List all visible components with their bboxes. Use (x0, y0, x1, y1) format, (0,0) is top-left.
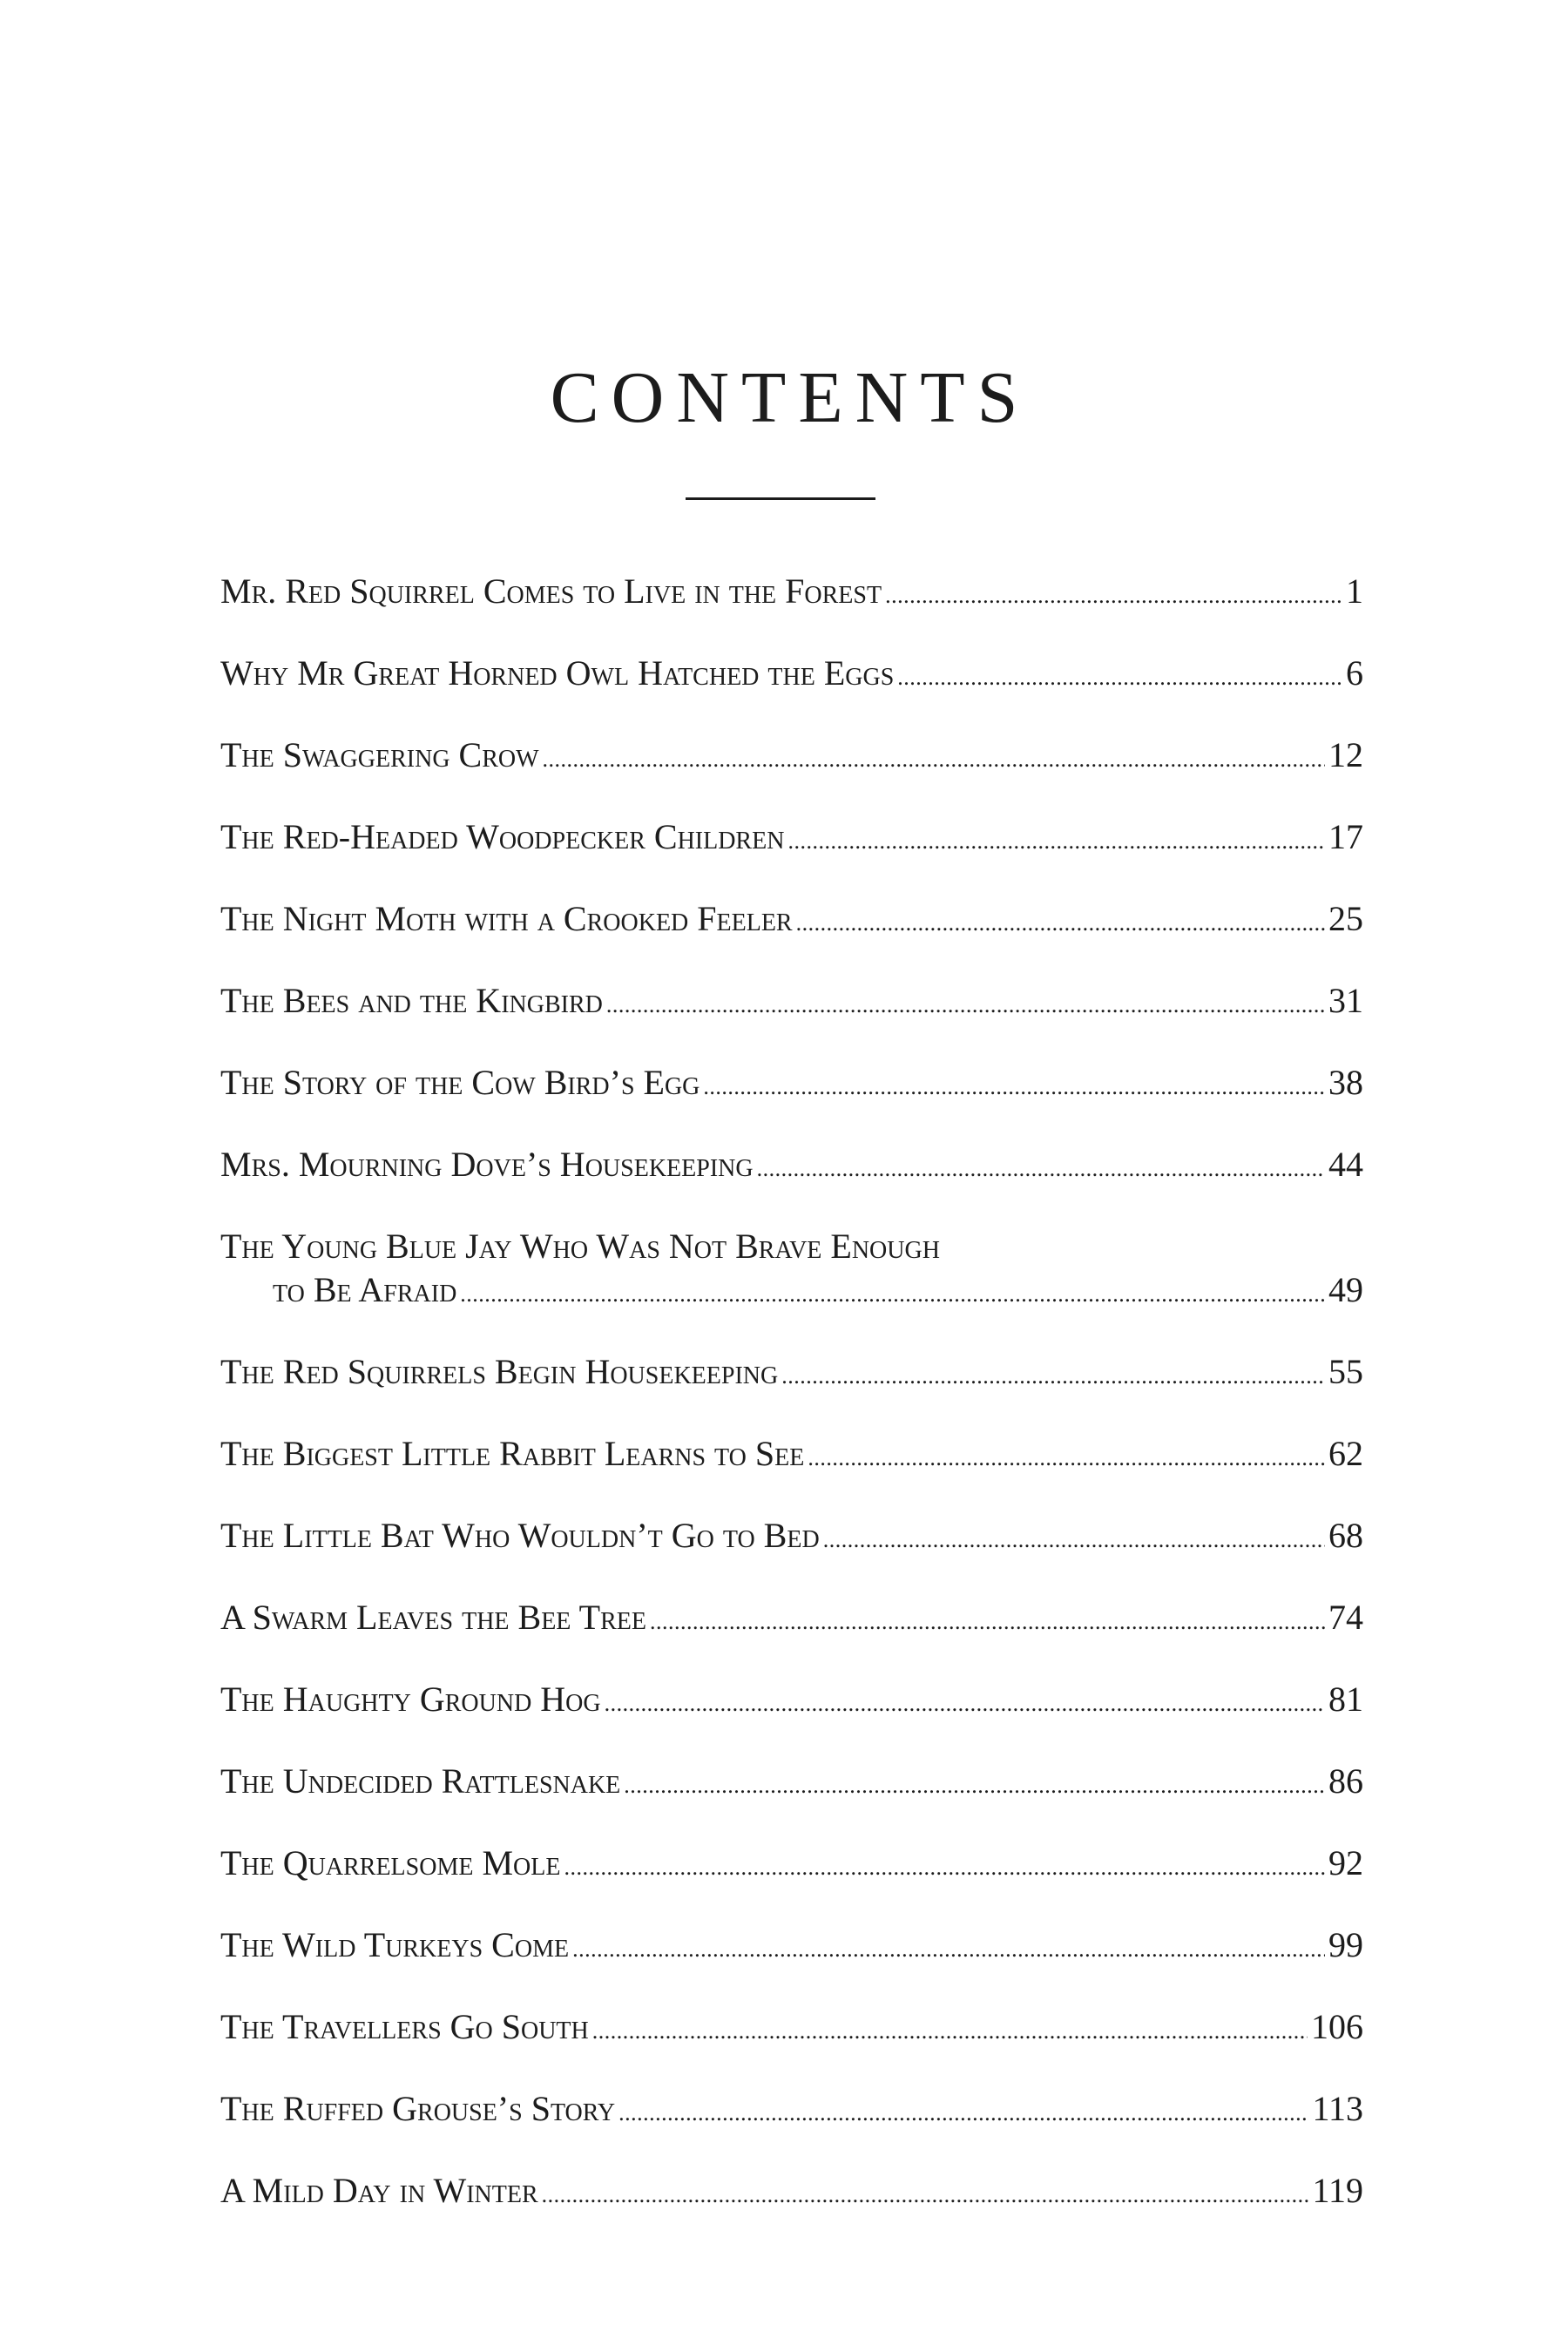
toc-entry[interactable] (220, 1350, 1363, 1398)
dot-leader (781, 1350, 1325, 1398)
toc-entry[interactable] (220, 1225, 1363, 1316)
toc-entry[interactable] (220, 1143, 1363, 1191)
toc-entry[interactable] (220, 2005, 1363, 2053)
entry-title: The Haughty Ground Hog (220, 1680, 601, 1719)
entry-title: The Undecided Rattlesnake (220, 1761, 621, 1801)
entry-page-number: 86 (1328, 1761, 1363, 1801)
entry-title: Mrs. Mourning Dove’s Housekeeping (220, 1145, 754, 1184)
entry-page-number: 38 (1328, 1063, 1363, 1102)
dot-leader (572, 1923, 1325, 1971)
dot-leader (796, 897, 1325, 945)
entry-title: The Swaggering Crow (220, 735, 539, 774)
entry-page-number: 62 (1328, 1434, 1363, 1473)
entry-page-number: 81 (1328, 1680, 1363, 1719)
entry-page-number: 31 (1328, 981, 1363, 1020)
entry-title: The Bees and the Kingbird (220, 981, 603, 1020)
entry-page-number: 25 (1328, 899, 1363, 938)
toc-entry[interactable] (220, 1842, 1363, 1889)
dot-leader (650, 1596, 1325, 1644)
entry-title: The Young Blue Jay Who Was Not Brave Enough (220, 1227, 940, 1266)
dot-leader (624, 1760, 1325, 1808)
entry-page-number: 12 (1328, 735, 1363, 774)
toc-entry[interactable] (220, 979, 1363, 1027)
toc-entry[interactable] (220, 1596, 1363, 1644)
entry-title: The Ruffed Grouse’s Story (220, 2089, 616, 2128)
entry-page-number: 68 (1328, 1516, 1363, 1555)
toc-entry[interactable] (220, 1514, 1363, 1562)
toc-entry[interactable] (220, 733, 1363, 781)
dot-leader (885, 570, 1342, 618)
entry-page-number: 55 (1328, 1352, 1363, 1391)
entry-title: The Red Squirrels Begin Housekeeping (220, 1352, 779, 1391)
entry-page-number: 113 (1312, 2089, 1363, 2128)
dot-leader (592, 2005, 1308, 2053)
dot-leader (542, 2169, 1309, 2217)
dot-leader (543, 733, 1325, 781)
entry-title: The Little Bat Who Wouldn’t Go to Bed (220, 1516, 820, 1555)
entry-page-number: 1 (1346, 571, 1363, 611)
entry-title: The Red-Headed Woodpecker Children (220, 817, 785, 856)
entry-page-number: 74 (1328, 1598, 1363, 1637)
entry-title: Why Mr Great Horned Owl Hatched the Eggs (220, 653, 895, 693)
entry-page-number: 49 (1328, 1270, 1363, 1309)
entry-title: The Story of the Cow Bird’s Egg (220, 1063, 700, 1102)
toc-entry[interactable] (220, 2169, 1363, 2217)
dot-leader (564, 1842, 1325, 1889)
page-title: CONTENTS (550, 357, 1031, 438)
toc-entry[interactable] (220, 2087, 1363, 2135)
entry-title: A Swarm Leaves the Bee Tree (220, 1598, 646, 1637)
dot-leader (703, 1061, 1325, 1109)
toc-entry[interactable] (220, 1061, 1363, 1109)
toc-entry[interactable] (220, 815, 1363, 863)
entry-page-number: 106 (1311, 2007, 1363, 2046)
toc-entry[interactable] (220, 570, 1363, 618)
title-rule (686, 497, 875, 500)
entry-title-continued: to Be Afraid (273, 1270, 457, 1309)
entry-title: Mr. Red Squirrel Comes to Live in the Forest (220, 571, 882, 611)
entry-title: A Mild Day in Winter (220, 2171, 538, 2210)
dot-leader (787, 815, 1325, 863)
dot-leader (897, 652, 1342, 700)
entry-title: The Biggest Little Rabbit Learns to See (220, 1434, 805, 1473)
entry-page-number: 119 (1312, 2171, 1363, 2210)
entry-page-number: 6 (1346, 653, 1363, 693)
dot-leader (606, 979, 1325, 1027)
toc-entry[interactable] (220, 1923, 1363, 1971)
entry-page-number: 44 (1328, 1145, 1363, 1184)
contents-list (220, 570, 1363, 2217)
toc-entry[interactable] (220, 1678, 1363, 1726)
dot-leader (605, 1678, 1325, 1726)
entry-title: The Wild Turkeys Come (220, 1925, 570, 1964)
entry-title: The Quarrelsome Mole (220, 1843, 561, 1882)
dot-leader (618, 2087, 1308, 2135)
dot-leader (757, 1143, 1325, 1191)
toc-entry[interactable] (220, 652, 1363, 700)
toc-entry[interactable] (220, 897, 1363, 945)
entry-page-number: 99 (1328, 1925, 1363, 1964)
entry-title: The Night Moth with a Crooked Feeler (220, 899, 793, 938)
entry-page-number: 17 (1328, 817, 1363, 856)
dot-leader (823, 1514, 1325, 1562)
entry-page-number: 92 (1328, 1843, 1363, 1882)
toc-entry[interactable] (220, 1432, 1363, 1480)
dot-leader (460, 1268, 1325, 1316)
dot-leader (808, 1432, 1325, 1480)
entry-title: The Travellers Go South (220, 2007, 589, 2046)
toc-entry[interactable] (220, 1760, 1363, 1808)
